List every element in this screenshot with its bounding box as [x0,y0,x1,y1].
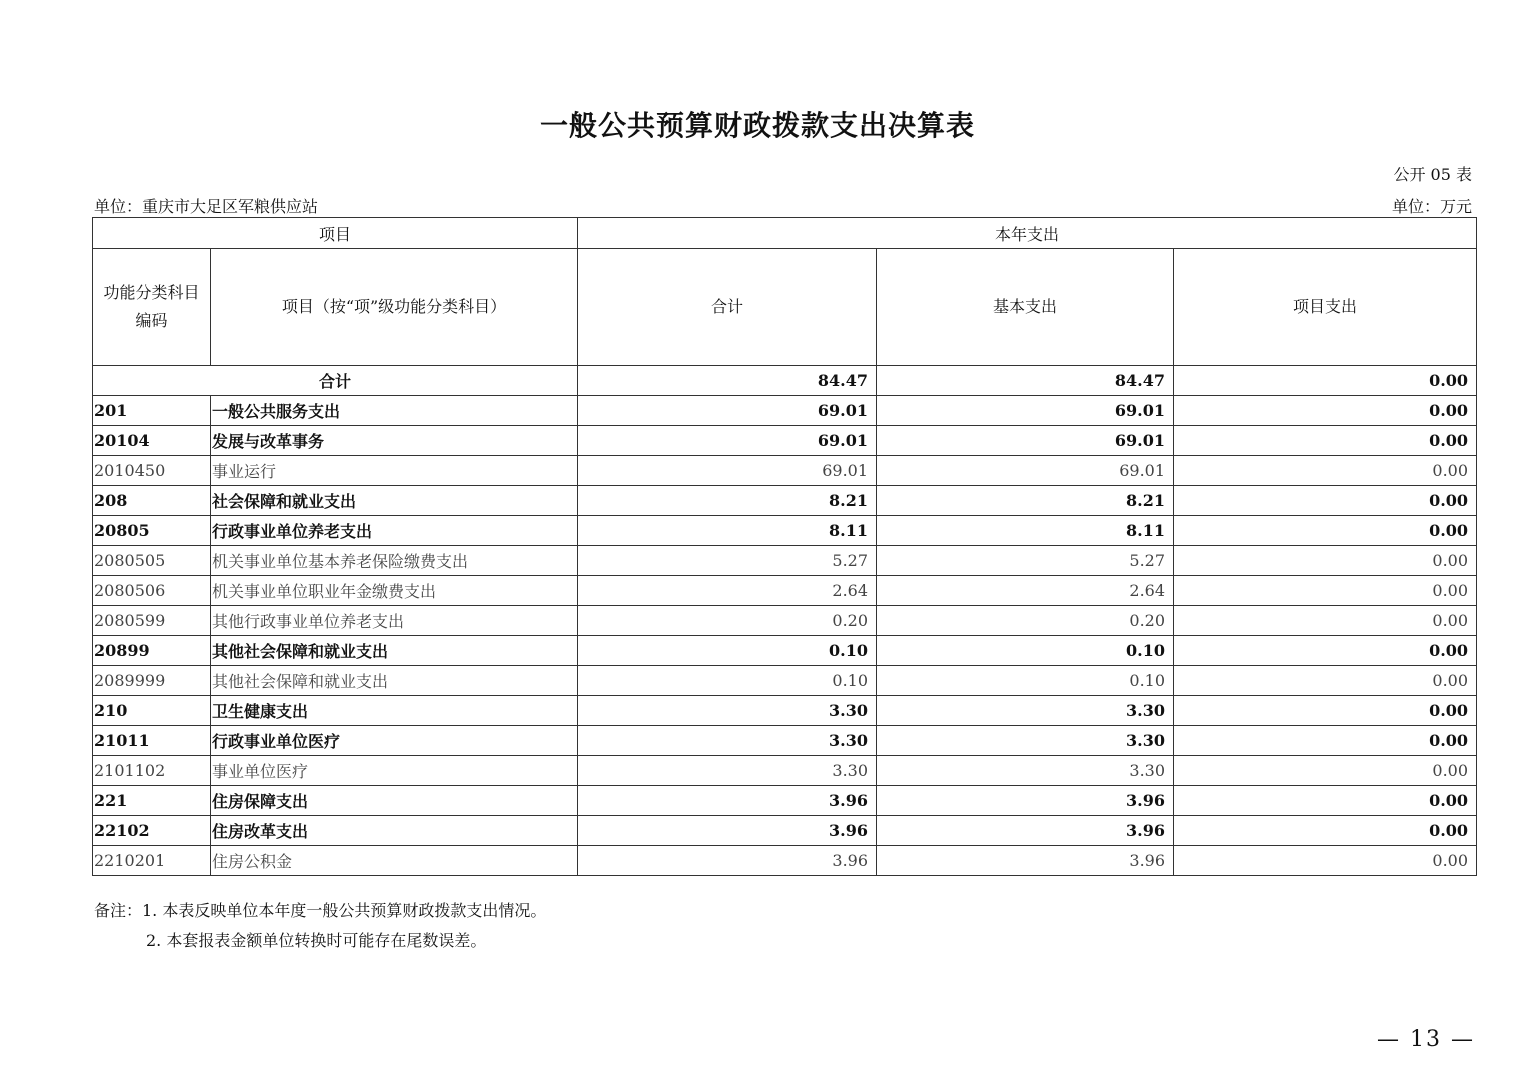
row-name: 其他社会保障和就业支出 [211,636,578,666]
row-code: 210 [93,696,211,726]
row-total: 69.01 [578,396,877,426]
row-code: 20899 [93,636,211,666]
row-project: 0.00 [1174,576,1477,606]
row-project: 0.00 [1174,636,1477,666]
header-total: 合计 [578,249,877,366]
total-label: 合计 [93,366,578,396]
row-basic: 3.30 [877,726,1174,756]
table-row [93,726,1477,756]
row-name: 住房公积金 [211,846,578,876]
form-number: 公开 05 表 [1393,165,1472,184]
table-row [93,396,1477,426]
row-name: 机关事业单位基本养老保险缴费支出 [211,546,578,576]
page-number: — 13 — [1377,1027,1475,1052]
budget-table [92,217,1477,876]
row-basic: 3.30 [877,756,1174,786]
row-basic: 69.01 [877,396,1174,426]
row-code: 21011 [93,726,211,756]
table-row [93,696,1477,726]
row-code: 2010450 [93,456,211,486]
table-row [93,516,1477,546]
table-row [93,576,1477,606]
row-project: 0.00 [1174,666,1477,696]
header-basic: 基本支出 [877,249,1174,366]
row-total: 3.30 [578,726,877,756]
row-name: 住房改革支出 [211,816,578,846]
row-name: 行政事业单位养老支出 [211,516,578,546]
row-project: 0.00 [1174,816,1477,846]
row-total: 8.11 [578,516,877,546]
table-row [93,426,1477,456]
page-title: 一般公共预算财政拨款支出决算表 [539,109,975,142]
table-row [93,756,1477,786]
row-project: 0.00 [1174,426,1477,456]
row-project: 0.00 [1174,696,1477,726]
row-code: 20104 [93,426,211,456]
table-row [93,606,1477,636]
row-basic: 3.96 [877,816,1174,846]
table-row [93,816,1477,846]
row-basic: 69.01 [877,456,1174,486]
row-project: 0.00 [1174,546,1477,576]
row-code: 2080599 [93,606,211,636]
row-name: 一般公共服务支出 [211,396,578,426]
row-name: 行政事业单位医疗 [211,726,578,756]
row-total: 3.30 [578,756,877,786]
row-code: 2080506 [93,576,211,606]
row-project: 0.00 [1174,756,1477,786]
row-basic: 3.30 [877,696,1174,726]
row-total: 3.30 [578,696,877,726]
row-code: 2210201 [93,846,211,876]
unit-organization: 单位：重庆市大足区军粮供应站 [94,197,319,216]
row-project: 0.00 [1174,456,1477,486]
row-total: 3.96 [578,846,877,876]
notes [94,896,546,956]
row-basic: 3.96 [877,846,1174,876]
row-basic: 5.27 [877,546,1174,576]
row-project: 0.00 [1174,486,1477,516]
row-total: 3.96 [578,816,877,846]
row-name: 社会保障和就业支出 [211,486,578,516]
row-code: 2080505 [93,546,211,576]
row-basic: 8.11 [877,516,1174,546]
row-total: 69.01 [578,456,877,486]
row-total: 0.10 [578,636,877,666]
row-name: 卫生健康支出 [211,696,578,726]
table-row [93,486,1477,516]
row-code: 221 [93,786,211,816]
header-row-2 [93,249,1477,366]
row-name: 事业运行 [211,456,578,486]
row-total: 3.96 [578,786,877,816]
row-name: 其他社会保障和就业支出 [211,666,578,696]
row-code: 22102 [93,816,211,846]
header-project: 项目支出 [1174,249,1477,366]
row-total: 0.10 [578,666,877,696]
row-basic: 3.96 [877,786,1174,816]
header-this-year: 本年支出 [578,218,1477,249]
total-amount: 84.47 [578,366,877,396]
row-total: 8.21 [578,486,877,516]
note-2: 2. 本套报表金额单位转换时可能存在尾数误差。 [146,931,487,950]
row-project: 0.00 [1174,516,1477,546]
row-project: 0.00 [1174,846,1477,876]
row-basic: 0.10 [877,666,1174,696]
row-project: 0.00 [1174,606,1477,636]
row-name: 住房保障支出 [211,786,578,816]
row-project: 0.00 [1174,396,1477,426]
row-project: 0.00 [1174,786,1477,816]
row-code: 208 [93,486,211,516]
row-total: 69.01 [578,426,877,456]
row-name: 其他行政事业单位养老支出 [211,606,578,636]
header-row-1 [93,218,1477,249]
total-basic: 84.47 [877,366,1174,396]
row-name: 事业单位医疗 [211,756,578,786]
row-basic: 0.10 [877,636,1174,666]
table-row [93,846,1477,876]
total-row [93,366,1477,396]
row-basic: 8.21 [877,486,1174,516]
table-row [93,786,1477,816]
row-project: 0.00 [1174,726,1477,756]
header-item: 项目 [93,218,578,249]
row-name: 机关事业单位职业年金缴费支出 [211,576,578,606]
row-total: 0.20 [578,606,877,636]
table-row [93,636,1477,666]
row-total: 2.64 [578,576,877,606]
table-row [93,456,1477,486]
row-name: 发展与改革事务 [211,426,578,456]
row-basic: 69.01 [877,426,1174,456]
unit-currency: 单位：万元 [1391,197,1472,216]
header-name: 项目（按“项”级功能分类科目） [211,249,578,366]
row-basic: 0.20 [877,606,1174,636]
row-code: 2101102 [93,756,211,786]
row-basic: 2.64 [877,576,1174,606]
table-row [93,666,1477,696]
row-code: 201 [93,396,211,426]
note-1: 备注：1. 本表反映单位本年度一般公共预算财政拨款支出情况。 [94,901,547,920]
header-code: 功能分类科目编码 [93,249,211,366]
row-code: 2089999 [93,666,211,696]
row-code: 20805 [93,516,211,546]
table-row [93,546,1477,576]
row-total: 5.27 [578,546,877,576]
total-project: 0.00 [1174,366,1477,396]
